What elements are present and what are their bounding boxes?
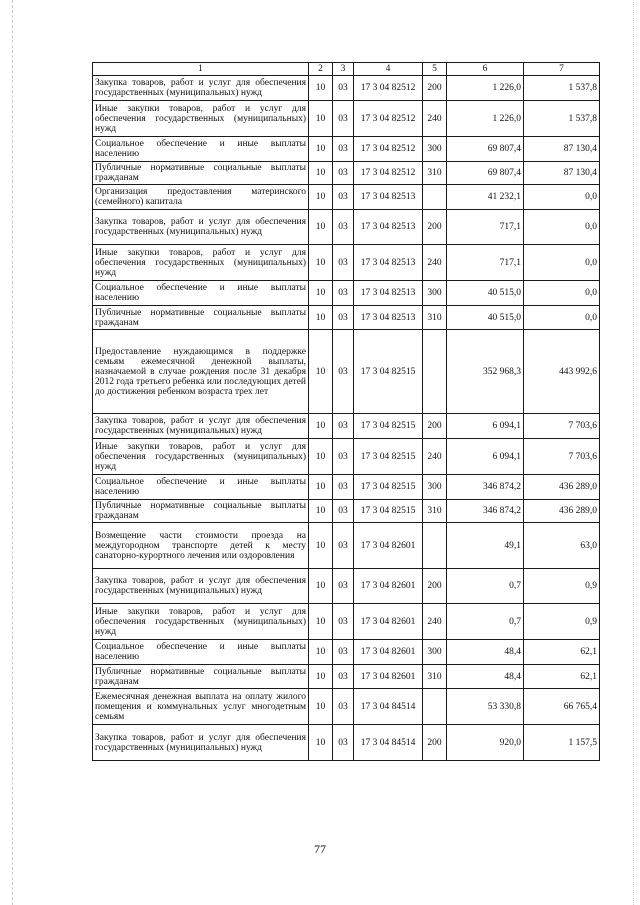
row-amount-2-cell: 0,0 — [524, 245, 600, 281]
row-target-article-cell: 17 3 04 82515 — [354, 330, 423, 414]
row-target-article-cell: 17 3 04 82515 — [354, 475, 423, 500]
row-section-cell: 10 — [309, 725, 333, 761]
row-name-cell: Социальное обеспечение и иные выплаты населению — [93, 640, 309, 665]
row-amount-1-cell: 53 330,8 — [447, 689, 524, 725]
row-name-cell: Иные закупки товаров, работ и услуг для обеспечения государственных (муниципальных) нужд — [93, 245, 309, 281]
row-amount-1-cell: 346 874,2 — [447, 500, 524, 523]
row-amount-1-cell: 48,4 — [447, 665, 524, 689]
row-section-cell: 10 — [309, 306, 333, 330]
row-name-cell: Закупка товаров, работ и услуг для обеспечения государственных (муниципальных) нужд — [93, 76, 309, 101]
row-section-cell: 10 — [309, 330, 333, 414]
row-section-cell: 10 — [309, 101, 333, 137]
row-subsection-cell: 03 — [333, 185, 354, 210]
row-subsection-cell: 03 — [333, 569, 354, 604]
row-expense-type-cell: 240 — [423, 604, 447, 640]
row-section-cell: 10 — [309, 604, 333, 640]
row-amount-2-cell: 436 289,0 — [524, 475, 600, 500]
row-amount-1-cell: 717,1 — [447, 245, 524, 281]
header-col-7: 7 — [524, 63, 600, 76]
row-amount-2-cell: 436 289,0 — [524, 500, 600, 523]
table-row — [93, 500, 600, 523]
row-target-article-cell: 17 3 04 84514 — [354, 689, 423, 725]
row-subsection-cell: 03 — [333, 414, 354, 439]
row-section-cell: 10 — [309, 475, 333, 500]
header-col-6: 6 — [447, 63, 524, 76]
row-expense-type-cell — [423, 185, 447, 210]
row-amount-1-cell: 352 968,3 — [447, 330, 524, 414]
table-row — [93, 101, 600, 137]
row-name-cell: Предоставление нуждающимся в поддержке семьям ежемесячной денежной выплаты, назначаемой в случае рождения после 31 декабря 2012 года третьего ребенка или последующих детей до достижения ребенком возраста трех лет — [93, 330, 309, 414]
row-amount-1-cell: 40 515,0 — [447, 306, 524, 330]
row-target-article-cell: 17 3 04 84514 — [354, 725, 423, 761]
row-section-cell: 10 — [309, 500, 333, 523]
row-section-cell: 10 — [309, 76, 333, 101]
row-expense-type-cell: 200 — [423, 76, 447, 101]
row-expense-type-cell: 310 — [423, 500, 447, 523]
header-row — [93, 63, 600, 76]
row-amount-2-cell: 62,1 — [524, 640, 600, 665]
row-amount-1-cell: 1 226,0 — [447, 76, 524, 101]
row-amount-2-cell: 0,0 — [524, 306, 600, 330]
row-subsection-cell: 03 — [333, 245, 354, 281]
row-subsection-cell: 03 — [333, 689, 354, 725]
row-section-cell: 10 — [309, 245, 333, 281]
row-section-cell: 10 — [309, 281, 333, 306]
row-amount-2-cell: 7 703,6 — [524, 414, 600, 439]
header-col-1: 1 — [93, 63, 309, 76]
table-row — [93, 137, 600, 162]
row-expense-type-cell: 310 — [423, 306, 447, 330]
scan-left-edge — [0, 0, 13, 905]
row-subsection-cell: 03 — [333, 725, 354, 761]
table-row — [93, 475, 600, 500]
row-section-cell: 10 — [309, 439, 333, 475]
row-amount-2-cell: 7 703,6 — [524, 439, 600, 475]
row-subsection-cell: 03 — [333, 306, 354, 330]
row-section-cell: 10 — [309, 414, 333, 439]
table-row — [93, 523, 600, 569]
row-target-article-cell: 17 3 04 82512 — [354, 101, 423, 137]
row-amount-2-cell: 63,0 — [524, 523, 600, 569]
row-amount-2-cell: 1 537,8 — [524, 76, 600, 101]
row-amount-1-cell: 6 094,1 — [447, 439, 524, 475]
row-expense-type-cell: 200 — [423, 414, 447, 439]
row-amount-1-cell: 717,1 — [447, 210, 524, 245]
row-target-article-cell: 17 3 04 82512 — [354, 137, 423, 162]
row-amount-2-cell: 0,0 — [524, 185, 600, 210]
row-subsection-cell: 03 — [333, 76, 354, 101]
row-expense-type-cell: 300 — [423, 640, 447, 665]
table-row — [93, 689, 600, 725]
row-subsection-cell: 03 — [333, 500, 354, 523]
table-row — [93, 725, 600, 761]
row-expense-type-cell — [423, 330, 447, 414]
table-row — [93, 439, 600, 475]
row-target-article-cell: 17 3 04 82601 — [354, 604, 423, 640]
row-amount-2-cell: 87 130,4 — [524, 137, 600, 162]
table-row — [93, 665, 600, 689]
row-target-article-cell: 17 3 04 82512 — [354, 76, 423, 101]
row-amount-2-cell: 66 765,4 — [524, 689, 600, 725]
table-row — [93, 330, 600, 414]
row-target-article-cell: 17 3 04 82513 — [354, 306, 423, 330]
table-row — [93, 640, 600, 665]
row-expense-type-cell: 310 — [423, 665, 447, 689]
row-subsection-cell: 03 — [333, 523, 354, 569]
row-target-article-cell: 17 3 04 82601 — [354, 640, 423, 665]
row-section-cell: 10 — [309, 162, 333, 185]
table-body — [93, 76, 600, 761]
row-name-cell: Публичные нормативные социальные выплаты гражданам — [93, 665, 309, 689]
row-amount-2-cell: 443 992,6 — [524, 330, 600, 414]
row-name-cell: Социальное обеспечение и иные выплаты населению — [93, 137, 309, 162]
header-col-3: 3 — [333, 63, 354, 76]
row-expense-type-cell: 200 — [423, 569, 447, 604]
row-name-cell: Закупка товаров, работ и услуг для обеспечения государственных (муниципальных) нужд — [93, 414, 309, 439]
row-name-cell: Публичные нормативные социальные выплаты гражданам — [93, 306, 309, 330]
row-target-article-cell: 17 3 04 82513 — [354, 245, 423, 281]
row-target-article-cell: 17 3 04 82515 — [354, 439, 423, 475]
table-row — [93, 210, 600, 245]
row-expense-type-cell: 200 — [423, 210, 447, 245]
row-amount-1-cell: 40 515,0 — [447, 281, 524, 306]
row-target-article-cell: 17 3 04 82513 — [354, 185, 423, 210]
row-amount-2-cell: 1 537,8 — [524, 101, 600, 137]
row-amount-2-cell: 0,9 — [524, 604, 600, 640]
row-amount-1-cell: 920,0 — [447, 725, 524, 761]
row-name-cell: Иные закупки товаров, работ и услуг для обеспечения государственных (муниципальных) нужд — [93, 604, 309, 640]
row-amount-1-cell: 346 874,2 — [447, 475, 524, 500]
row-target-article-cell: 17 3 04 82601 — [354, 665, 423, 689]
row-amount-1-cell: 69 807,4 — [447, 137, 524, 162]
row-amount-2-cell: 0,9 — [524, 569, 600, 604]
row-expense-type-cell: 300 — [423, 281, 447, 306]
row-name-cell: Возмещение части стоимости проезда на междугородном транспорте детей к месту санаторно-курортного лечения или оздоровления — [93, 523, 309, 569]
table-row — [93, 185, 600, 210]
row-section-cell: 10 — [309, 569, 333, 604]
row-expense-type-cell — [423, 689, 447, 725]
row-section-cell: 10 — [309, 689, 333, 725]
page-number: 77 — [314, 842, 326, 856]
row-target-article-cell: 17 3 04 82601 — [354, 569, 423, 604]
row-amount-1-cell: 6 094,1 — [447, 414, 524, 439]
row-target-article-cell: 17 3 04 82513 — [354, 210, 423, 245]
row-expense-type-cell: 240 — [423, 245, 447, 281]
row-amount-2-cell: 0,0 — [524, 210, 600, 245]
header-col-5: 5 — [423, 63, 447, 76]
row-name-cell: Иные закупки товаров, работ и услуг для обеспечения государственных (муниципальных) нужд — [93, 439, 309, 475]
table-row — [93, 162, 600, 185]
table-row — [93, 306, 600, 330]
row-subsection-cell: 03 — [333, 439, 354, 475]
row-expense-type-cell: 300 — [423, 137, 447, 162]
row-subsection-cell: 03 — [333, 475, 354, 500]
row-amount-1-cell: 0,7 — [447, 604, 524, 640]
row-target-article-cell: 17 3 04 82512 — [354, 162, 423, 185]
row-name-cell: Организация предоставления материнского (семейного) капитала — [93, 185, 309, 210]
row-subsection-cell: 03 — [333, 137, 354, 162]
table-row — [93, 414, 600, 439]
row-name-cell: Публичные нормативные социальные выплаты гражданам — [93, 500, 309, 523]
row-amount-1-cell: 0,7 — [447, 569, 524, 604]
row-subsection-cell: 03 — [333, 640, 354, 665]
header-col-2: 2 — [309, 63, 333, 76]
row-expense-type-cell — [423, 523, 447, 569]
row-amount-1-cell: 48,4 — [447, 640, 524, 665]
row-subsection-cell: 03 — [333, 101, 354, 137]
row-name-cell: Ежемесячная денежная выплата на оплату жилого помещения и коммунальных услуг многодетным семьям — [93, 689, 309, 725]
row-expense-type-cell: 300 — [423, 475, 447, 500]
row-name-cell: Закупка товаров, работ и услуг для обеспечения государственных (муниципальных) нужд — [93, 210, 309, 245]
row-expense-type-cell: 310 — [423, 162, 447, 185]
row-name-cell: Закупка товаров, работ и услуг для обеспечения государственных (муниципальных) нужд — [93, 725, 309, 761]
row-section-cell: 10 — [309, 665, 333, 689]
row-amount-1-cell: 41 232,1 — [447, 185, 524, 210]
budget-table — [92, 62, 600, 761]
row-name-cell: Иные закупки товаров, работ и услуг для обеспечения государственных (муниципальных) нужд — [93, 101, 309, 137]
row-section-cell: 10 — [309, 210, 333, 245]
row-subsection-cell: 03 — [333, 281, 354, 306]
row-amount-1-cell: 49,1 — [447, 523, 524, 569]
row-target-article-cell: 17 3 04 82513 — [354, 281, 423, 306]
row-subsection-cell: 03 — [333, 330, 354, 414]
row-subsection-cell: 03 — [333, 210, 354, 245]
table-row — [93, 245, 600, 281]
row-name-cell: Закупка товаров, работ и услуг для обеспечения государственных (муниципальных) нужд — [93, 569, 309, 604]
row-amount-1-cell: 69 807,4 — [447, 162, 524, 185]
row-subsection-cell: 03 — [333, 162, 354, 185]
row-target-article-cell: 17 3 04 82601 — [354, 523, 423, 569]
row-name-cell: Публичные нормативные социальные выплаты гражданам — [93, 162, 309, 185]
table-row — [93, 76, 600, 101]
row-amount-2-cell: 87 130,4 — [524, 162, 600, 185]
header-col-4: 4 — [354, 63, 423, 76]
row-subsection-cell: 03 — [333, 604, 354, 640]
row-amount-2-cell: 62,1 — [524, 665, 600, 689]
row-section-cell: 10 — [309, 137, 333, 162]
row-name-cell: Социальное обеспечение и иные выплаты населению — [93, 281, 309, 306]
row-section-cell: 10 — [309, 185, 333, 210]
row-expense-type-cell: 240 — [423, 439, 447, 475]
row-amount-2-cell: 0,0 — [524, 281, 600, 306]
table-row — [93, 604, 600, 640]
row-expense-type-cell: 240 — [423, 101, 447, 137]
scan-right-edge — [633, 0, 640, 905]
row-name-cell: Социальное обеспечение и иные выплаты населению — [93, 475, 309, 500]
row-amount-1-cell: 1 226,0 — [447, 101, 524, 137]
row-section-cell: 10 — [309, 523, 333, 569]
row-expense-type-cell: 200 — [423, 725, 447, 761]
row-subsection-cell: 03 — [333, 665, 354, 689]
row-target-article-cell: 17 3 04 82515 — [354, 414, 423, 439]
row-amount-2-cell: 1 157,5 — [524, 725, 600, 761]
table-row — [93, 281, 600, 306]
row-section-cell: 10 — [309, 640, 333, 665]
table-row — [93, 569, 600, 604]
row-target-article-cell: 17 3 04 82515 — [354, 500, 423, 523]
